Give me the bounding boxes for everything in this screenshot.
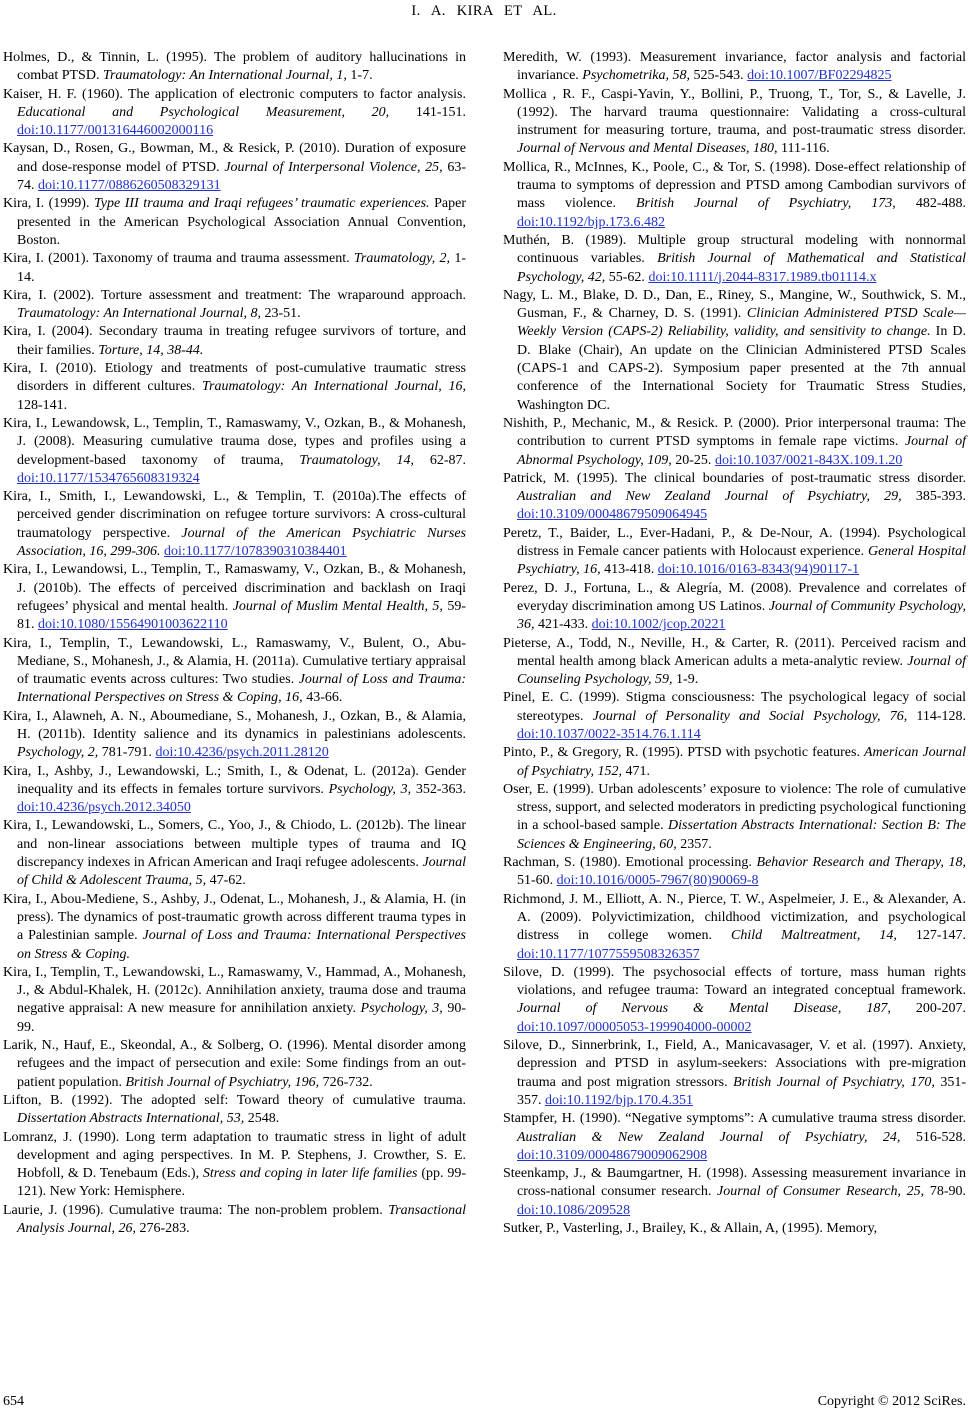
reference-text: Kira, I., Smith, I., Lewandowski, L., & Templin, T. (2010a).The effects of perceived gender discrimination on refugee torture survivors: A cross-cultural traumatology perspective. (3, 489, 466, 541)
reference-text: Laurie, J. (1996). Cumulative trauma: The non-problem problem. (3, 1202, 389, 1218)
reference-text: 276-283. (139, 1221, 190, 1236)
reference-text: 23-51. (264, 306, 301, 322)
reference-text: 482-488. (915, 196, 967, 212)
reference-text: Perez, D. J., Fortuna, L., & Alegría, M. (2008). Prevalence and correlates of everyday discrimination among US Latinos. (503, 580, 966, 614)
reference-text: Kira, I., Alawneh, A. N., Aboumediane, S., Mohanesh, J., Ozkan, B., & Alamia, H. (2011b). Identity salience and its dynamics in palestinians adolescents. (3, 708, 466, 742)
reference-entry (3, 1037, 466, 1092)
reference-entry (503, 781, 966, 854)
reference-entry (3, 763, 466, 818)
reference-text: Richmond, J. M., Elliott, A. N., Pierce, T. W., Aspelmeier, J. E., & Alexander, A. A. (2009). Polyvictimization, childhood victimization, and psychological distress in college women. (503, 891, 966, 944)
reference-text: 352-363. (415, 781, 467, 797)
doi-link[interactable]: doi:10.1192/bjp.170.4.351 (545, 1092, 694, 1108)
doi-link[interactable]: doi:10.4236/psych.2011.28120 (155, 745, 329, 761)
journal-title: Australian & New Zealand Journal of Psychiatry, 24, (517, 1129, 916, 1145)
journal-title: Traumatology: An International Journal, 8, (17, 306, 265, 322)
reference-text: 63-74. (17, 159, 466, 194)
journal-title: Traumatology: An International Journal, 16, (202, 379, 466, 395)
journal-title: Journal of Community Psychology, 36, (517, 598, 966, 633)
reference-entry (3, 49, 466, 86)
reference-entry (503, 1110, 966, 1165)
reference-text: 78-90. (929, 1184, 966, 1200)
journal-title: Dissertation Abstracts International: Section B: The Sciences & Engineering, 60, (517, 818, 966, 852)
journal-title: Psychology, 3, (360, 1001, 448, 1017)
journal-title: Traumatology, 2, (353, 251, 455, 267)
journal-title: Journal of Muslim Mental Health, 5, (232, 598, 448, 614)
reference-text: Peretz, T., Baider, L., Ever-Hadani, P., & De-Nour, A. (1994). Psychological distress in Female cancer patients with Holocaust experience. (503, 525, 966, 560)
reference-entry (503, 86, 966, 159)
journal-title: Transactional Analysis Journal, 26, (17, 1202, 466, 1236)
reference-text: 471. (625, 763, 650, 779)
doi-link[interactable]: doi:10.1016/0163-8343(94)90117-1 (657, 562, 860, 578)
journal-title: Psychometrika, 58, (582, 68, 694, 84)
reference-text: Steenkamp, J., & Baumgartner, H. (1998). Assessing measurement invariance in cross-national consumer research. (503, 1166, 966, 1200)
reference-entry (3, 964, 466, 1037)
reference-entry (503, 580, 966, 635)
journal-title: British Journal of Psychiatry, 173, (636, 196, 916, 212)
doi-link[interactable]: doi:10.3109/00048679509064945 (517, 507, 708, 523)
reference-text: 516-528. (915, 1129, 966, 1145)
reference-text: 726-732. (322, 1074, 373, 1090)
doi-link[interactable]: doi:10.1007/BF02294825 (747, 68, 892, 84)
reference-text: 59-81. (17, 598, 466, 633)
page-footer (3, 1394, 966, 1410)
reference-entry (503, 1220, 966, 1238)
reference-text: Patrick, M. (1995). The clinical boundaries of post-traumatic stress disorder. (503, 470, 966, 486)
journal-title: Journal of Personality and Social Psychology, 76, (592, 708, 917, 724)
reference-text: Pieterse, A., Todd, N., Neville, H., & Carter, R. (2011). Perceived racism and mental health among black American adults a meta-analytic review. (503, 635, 966, 669)
reference-text: Kira, I., Lewandowsk, L., Templin, T., Ramaswamy, V., Ozkan, B., & Mohanesh, J. (2008). Measuring cumulative trauma dose, types and profiles using a development-based taxonomy of trauma, (3, 415, 466, 468)
reference-entry (503, 964, 966, 1037)
reference-text: 351-357. (517, 1074, 966, 1108)
reference-text: Kaysan, D., Rosen, G., Bowman, M., & Resick, P. (2010). Duration of exposure and dose-response model of PTSD. (3, 141, 466, 175)
doi-link[interactable]: doi:10.4236/psych.2012.34050 (17, 800, 191, 816)
reference-text: Kira, I., Lewandowski, L., Somers, C., Yoo, J., & Chiodo, L. (2012b). The linear and non-linear associations between multiple types of trauma and IQ discrepancy indexes in African American and Iraqi refugee adolescents. (3, 818, 466, 871)
reference-text: (pp. 99-121). New York: Hemisphere. (17, 1166, 467, 1200)
reference-entry (3, 195, 466, 250)
reference-entry (503, 525, 966, 580)
journal-title: British Journal of Mathematical and Statistical Psychology, 42, (517, 251, 966, 285)
reference-text: 55-62. (608, 269, 649, 285)
journal-title: Dissertation Abstracts International, 53, (17, 1111, 248, 1127)
reference-text: Pinto, P., & Gregory, R. (1995). PTSD with psychotic features. (503, 745, 864, 761)
doi-link[interactable]: doi:10.1080/15564901003622110 (38, 617, 228, 633)
reference-text: Kira, I., Abou-Mediene, S., Ashby, J., Odenat, L., Mohanesh, J., & Alamia, H. (in press). The dynamics of post-traumatic growth across different trauma types in a Palestinian sample. (3, 891, 466, 944)
reference-text: Oser, E. (1999). Urban adolescents’ exposure to violence: The role of cumulative stress, support, and selected moderators in predicting psychological functioning in a school-based sample. (503, 781, 966, 834)
reference-text: Kira, I. (1999). (3, 196, 95, 212)
reference-entry (3, 323, 466, 360)
reference-entry (503, 49, 966, 86)
reference-text: Paper presented in the American Psychological Association Annual Convention, Boston. (17, 196, 466, 248)
journal-title: Journal of Consumer Research, 25, (717, 1184, 930, 1200)
reference-entry (503, 287, 966, 415)
reference-entry (503, 635, 966, 690)
reference-text: 2357. (680, 836, 712, 852)
reference-entry (503, 689, 966, 744)
reference-text: 2548. (247, 1111, 280, 1127)
reference-text: Muthén, B. (1989). Multiple group structural modeling with nonnormal continuous variables. (503, 232, 966, 267)
reference-text: 47-62. (209, 873, 246, 889)
reference-text: Stampfer, H. (1990). “Negative symptoms”: A cumulative trauma stress disorder. (503, 1111, 966, 1127)
reference-text: Kira, I. (2010). Etiology and treatments of post-cumulative traumatic stress disorders in different cultures. (3, 361, 466, 395)
journal-title: Traumatology: An International Journal, 1, (102, 68, 351, 84)
journal-title: Journal of Counseling Psychology, 59, (517, 653, 966, 688)
reference-text: Sutker, P., Vasterling, J., Brailey, K., & Allain, A, (1995). Memory, (503, 1221, 878, 1236)
reference-text: 114-128. (916, 708, 966, 724)
journal-title: British Journal of Psychiatry, 170, (733, 1074, 941, 1090)
journal-title: Journal of Interpersonal Violence, 25, (224, 159, 448, 175)
journal-title: Journal of Child & Adolescent Trauma, 5, (17, 855, 466, 889)
journal-title: Educational and Psychological Measurement, 20, (17, 104, 416, 120)
doi-link[interactable]: doi:10.1177/1534765608319324 (17, 470, 200, 486)
reference-text: 111-116. (781, 141, 830, 157)
reference-text: 1-7. (350, 68, 373, 84)
reference-entry (3, 1129, 466, 1202)
reference-entry (3, 415, 466, 488)
reference-entry (503, 744, 966, 781)
doi-link[interactable]: doi:10.1086/209528 (517, 1202, 631, 1218)
reference-text: 1-14. (17, 251, 466, 285)
reference-entry (3, 708, 466, 763)
reference-text: 128-141. (17, 397, 68, 413)
journal-title: Journal of Nervous and Mental Diseases, 180, (517, 141, 782, 157)
references-columns (3, 49, 966, 1238)
reference-entry (503, 232, 966, 287)
reference-entry (3, 891, 466, 964)
doi-link[interactable]: doi:10.1177/0886260508329131 (38, 178, 221, 194)
journal-title: Child Maltreatment, 14, (731, 928, 916, 944)
journal-title: Behavior Research and Therapy, 18, (756, 855, 966, 871)
reference-text: 413-418. (604, 562, 658, 578)
journal-title: British Journal of Psychiatry, 196, (125, 1074, 323, 1090)
journal-title: Journal of Loss and Trauma: International Perspectives on Stress & Coping, 16, (17, 672, 466, 706)
reference-text: Lomranz, J. (1990). Long term adaptation to traumatic stress in light of adult development and aging perspectives. In M. P. Stephens, J. Crowther, S. E. Hobfoll, & D. Tenebaum (Eds.), (3, 1129, 466, 1182)
doi-link[interactable]: doi:10.1177/1078390310384401 (164, 544, 347, 560)
reference-entry (3, 86, 466, 141)
journal-title: Psychology, 3, (328, 781, 416, 797)
reference-entry (3, 287, 466, 324)
reference-text: 51-60. (517, 873, 557, 889)
doi-link[interactable]: doi:10.1002/jcop.20221 (591, 617, 726, 633)
reference-text: Lifton, B. (1992). The adopted self: Toward theory of cumulative trauma. (3, 1092, 466, 1108)
reference-text: Kira, I. (2004). Secondary trauma in treating refugee survivors of torture, and their families. (3, 324, 466, 358)
reference-text: 525-543. (693, 68, 748, 84)
journal-title: Clinician Administered PTSD Scale—Weekly Version (CAPS-2) Reliability, validity, and sensitivity to change. (517, 306, 966, 340)
journal-title: General Hospital Psychiatry, 16, (517, 544, 967, 578)
running-head: I. A. KIRA ET AL. (411, 3, 557, 19)
reference-text: Kira, I. (2002). Torture assessment and treatment: The wraparound approach. (3, 287, 466, 303)
reference-text: 90-99. (17, 1001, 466, 1035)
reference-text: Mollica, R., McInnes, K., Poole, C., & Tor, S. (1998). Dose-effect relationship of trauma to symptoms of depression and PTSD among Cambodian survivors of mass violence. (503, 159, 966, 212)
reference-text: Larik, N., Hauf, E., Skeondal, A., & Solberg, O. (1996). Mental disorder among refugees and the impact of persecution and exile: Some findings from an out-patient population. (3, 1038, 466, 1090)
reference-text: Kira, I. (2001). Taxonomy of trauma and trauma assessment. (3, 251, 354, 267)
doi-link[interactable]: doi:10.1097/00005053-199904000-00002 (517, 1019, 752, 1035)
reference-entry (503, 415, 966, 470)
reference-text: Kira, I., Templin, T., Lewandowski, L., Ramaswamy, V., Bulent, O., Abu-Mediane, S., Mohanesh, J., & Alamia, H. (2011a). Cumulative tertiary appraisal of traumatic events across cultures: Two studies. (3, 635, 466, 688)
reference-entry (3, 488, 466, 561)
doi-link[interactable]: doi:10.3109/00048679009062908 (517, 1147, 708, 1163)
journal-title: Journal of Abnormal Psychology, 109, (517, 434, 966, 468)
reference-text: 385-393. (915, 489, 966, 505)
reference-text: Rachman, S. (1980). Emotional processing. (503, 855, 757, 871)
references-column-right (503, 49, 966, 1238)
doi-link[interactable]: doi:10.1177/1077559508326357 (517, 946, 700, 962)
doi-link[interactable]: doi:10.1177/001316446002000116 (17, 123, 214, 139)
references-column-left (3, 49, 466, 1238)
journal-title: Type III trauma and Iraqi refugees’ traumatic experiences. (94, 196, 435, 212)
reference-text: Silove, D., Sinnerbrink, I., Field, A., Manicavasager, V. et al. (1997). Anxiety, depression and PTSD in asylum-seekers: Associations with pre-migration trauma and post migration stressors. (503, 1038, 966, 1090)
journal-title: Psychology, 2, (17, 745, 102, 761)
reference-text: Holmes, D., & Tinnin, L. (1995). The problem of auditory hallucinations in combat PTSD. (3, 50, 466, 84)
reference-text: 1-9. (676, 672, 699, 688)
reference-text: Kaiser, H. F. (1960). The application of electronic computers to factor analysis. (3, 86, 466, 102)
reference-entry (3, 140, 466, 195)
reference-text: Kira, I., Templin, T., Lewandowski, L., Ramaswamy, V., Hammad, A., Mohanesh, J., & Abdul-Khalek, H. (2012c). Annihilation anxiety, trauma dose and trauma negative appraisal: A new measure for annihilation anxiety. (3, 964, 466, 1017)
journal-title: Journal of Nervous & Mental Disease, 187, (517, 1001, 916, 1017)
reference-text: Kira, I., Ashby, J., Lewandowski, L.; Smith, I., & Odenat, L. (2012a). Gender inequality and its effects in females torture survivors. (3, 763, 466, 797)
reference-entry (3, 1202, 466, 1239)
journal-title: American Journal of Psychiatry, 152, (517, 745, 966, 779)
doi-link[interactable]: doi:10.1037/0021-843X.109.1.20 (714, 452, 903, 468)
reference-entry (3, 561, 466, 634)
reference-text: In D. D. Blake (Chair), An update on the Clinician Administered PTSD Scales (CAPS-1 and CAPS-2). Symposium paper presented at the 7th annual conference of the International Society for Traumatic Stress Studies, Washington DC. (517, 324, 966, 413)
reference-entry (503, 159, 966, 232)
doi-link[interactable]: doi:10.1016/0005-7967(80)90069-8 (556, 873, 759, 889)
reference-text: 20-25. (675, 452, 715, 468)
journal-title: Journal of the American Psychiatric Nurses Association, 16, 299-306. (17, 525, 466, 560)
reference-entry (3, 360, 466, 415)
reference-text: 781-791. (101, 745, 156, 761)
journal-title: Traumatology, 14, (299, 452, 430, 468)
reference-text: Mollica , R. F., Caspi-Yavin, Y., Bollini, P., Truong, T., Tor, S., & Lavelle, J. (1992). The harvard trauma questionnaire: Validating a cross-cultural instrument for measuring torture, trauma, and post-traumatic stress disorder. (503, 86, 966, 139)
journal-title: Torture, 14, 38-44. (98, 342, 204, 358)
reference-entry (3, 1092, 466, 1129)
reference-text: Silove, D. (1999). The psychosocial effects of torture, mass human rights violations, and refugee trauma: Toward an integrated conceptual framework. (503, 964, 966, 999)
reference-text: 62-87. (429, 452, 466, 468)
reference-entry (3, 250, 466, 287)
reference-entry (3, 817, 466, 890)
journal-title: Stress and coping in later life families (202, 1166, 422, 1182)
doi-link[interactable]: doi:10.1037/0022-3514.76.1.114 (517, 726, 701, 742)
reference-entry (503, 891, 966, 964)
reference-entry (503, 470, 966, 525)
reference-text: 43-66. (306, 690, 343, 706)
reference-text: 127-147. (915, 928, 966, 944)
reference-text: Pinel, E. C. (1999). Stigma consciousness: The psychological legacy of social stereotypes. (503, 690, 966, 724)
reference-entry (503, 854, 966, 891)
reference-text: Nishith, P., Mechanic, M., & Resick. P. (2000). Prior interpersonal trauma: The contribution to current PTSD symptoms in female rape victims. (503, 415, 966, 450)
journal-title: Journal of Loss and Trauma: International Perspectives on Stress & Coping. (17, 928, 466, 962)
reference-entry (3, 635, 466, 708)
reference-text: Meredith, W. (1993). Measurement invariance, factor analysis and factorial invariance. (503, 50, 966, 84)
journal-title: Australian and New Zealand Journal of Psychiatry, 29, (517, 489, 916, 505)
doi-link[interactable]: doi:10.1111/j.2044-8317.1989.tb01114.x (648, 269, 877, 285)
reference-text: 141-151. (415, 104, 466, 120)
reference-text: 421-433. (538, 617, 592, 633)
reference-entry (503, 1165, 966, 1220)
reference-entry (503, 1037, 966, 1110)
reference-text: Kira, I., Lewandowsi, L., Templin, T., Ramaswamy, V., Ozkan, B., & Mohanesh, J. (2010b). The effects of perceived discrimination and backlash on Iraqi refugees’ physical and mental health. (3, 562, 466, 614)
page-number: 654 (3, 1394, 24, 1409)
reference-text: 200-207. (915, 1001, 966, 1017)
copyright-notice: Copyright © 2012 SciRes. (817, 1394, 966, 1409)
doi-link[interactable]: doi:10.1192/bjp.173.6.482 (517, 214, 666, 230)
reference-text: Nagy, L. M., Blake, D. D., Dan, E., Riney, S., Mangine, W., Southwick, S. M., Gusman, F., & Charney, D. S. (1991). (503, 287, 966, 322)
